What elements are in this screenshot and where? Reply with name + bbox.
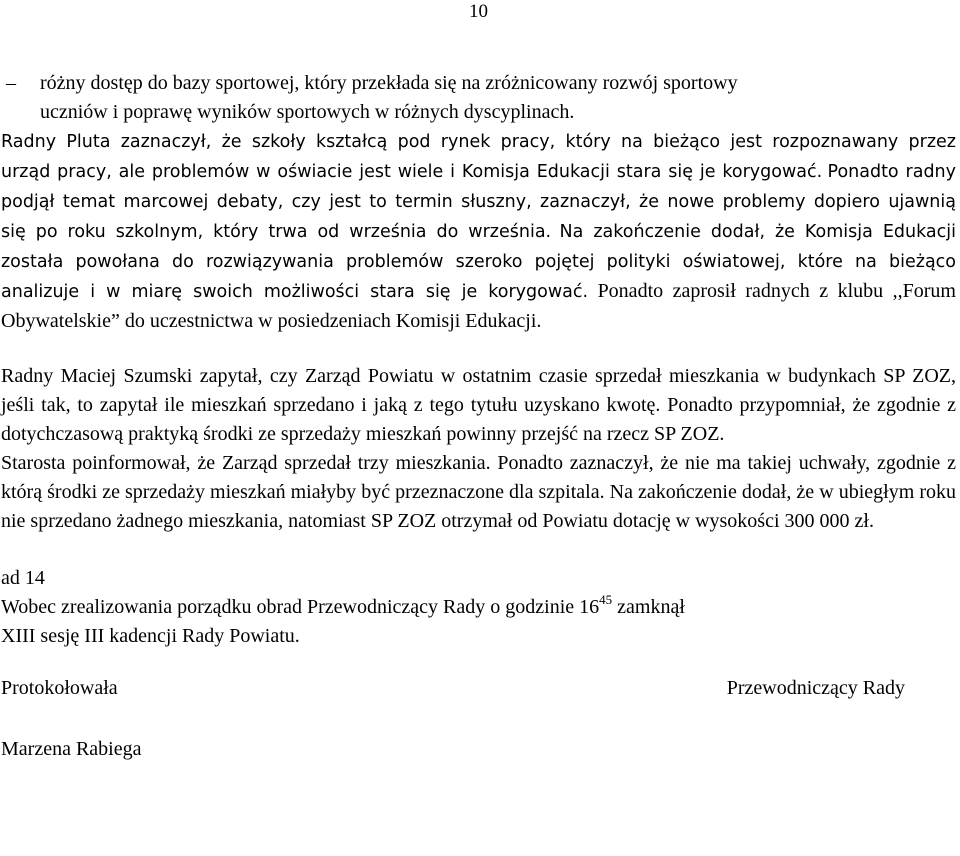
szumski-question: Radny Maciej Szumski zapytał, czy Zarząd Powiatu w ostatnim czasie sprzedał mieszkania w budynkach SP ZOZ, jeśli tak, to zapytał ile mieszkań sprzedano i jaką z tego tytułu uzyskano kwotę. Ponadto przypomniał, że zgodnie z dotychczasową praktyką środki ze sprzedaży mieszkań powinny przejść na rzecz SP ZOZ. <box>1 365 956 445</box>
closing-text-after: zamknął <box>612 596 685 618</box>
closing-line-2: XIII sesję III kadencji Rady Powiatu. <box>1 625 300 647</box>
closing-time-minutes: 45 <box>599 592 613 607</box>
closing-text-before: Wobec zrealizowania porządku obrad Przewodniczący Rady o godzinie 16 <box>1 596 600 618</box>
paragraph-szumski <box>1 362 956 449</box>
closing-line-1 <box>1 593 956 622</box>
bullet-line-2: uczniów i poprawę wyników sportowych w różnych dyscyplinach. <box>40 101 575 123</box>
starosta-answer: Starosta poinformował, że Zarząd sprzedał trzy mieszkania. Ponadto zaznaczył, że nie ma takiej uchwały, zgodnie z którą środki ze sprzedaży mieszkań miałyby być przeznaczone dla szpitala. Na zakończenie dodał, że w ubiegłym roku nie sprzedano żadnego mieszkania, natomiast SP ZOZ otrzymał od Powiatu dotację w wysokości 300 000 zł. <box>1 452 956 532</box>
recorder-name: Marzena Rabiega <box>1 738 142 760</box>
signature-row <box>1 674 956 703</box>
paragraph-pluta <box>1 127 956 336</box>
bullet-line-1: różny dostęp do bazy sportowej, który przekłada się na zróżnicowany rozwój sportowy <box>40 72 738 94</box>
pluta-statement: Radny Pluta zaznaczył, że szkoły kształcą pod rynek pracy, który na bieżąco jest rozpoznawany przez urząd pracy, ale problemów w oświacie jest wiele i Komisja Edukacji stara się je korygować. <box>1 132 956 182</box>
pluta-conclusion: Na zakończenie dodał, że Komisja Edukacji została powołana do rozwiązywania problemów szeroko pojętej polityki oświatowej, które na bieżąco analizuje i w miarę swoich możliwości stara się je korygować. <box>1 222 956 302</box>
paragraph-starosta <box>1 449 956 536</box>
bullet-item <box>1 69 956 98</box>
bullet-item-continuation <box>1 98 956 127</box>
paragraph-spacer <box>1 336 956 362</box>
chair-label: Przewodniczący Rady <box>726 677 905 699</box>
recorder-label: Protokołowała <box>1 677 118 699</box>
agenda-heading: ad 14 <box>1 567 45 589</box>
dash-bullet: – <box>6 72 16 94</box>
page-number: 10 <box>469 1 488 22</box>
pluta-debate: Ponadto radny podjął temat marcowej debaty, czy jest to termin słuszny, zaznaczył, że nowe problemy dopiero ujawnią się po roku szkolnym, który trwa od września do września. <box>1 162 956 242</box>
paragraph-spacer <box>1 536 956 564</box>
pluta-invitation: Ponadto zaprosił radnych z klubu ,,Forum Obywatelskie” do uczestnictwa w posiedzeniach Komisji Edukacji. <box>1 280 956 332</box>
document-body <box>1 69 956 764</box>
